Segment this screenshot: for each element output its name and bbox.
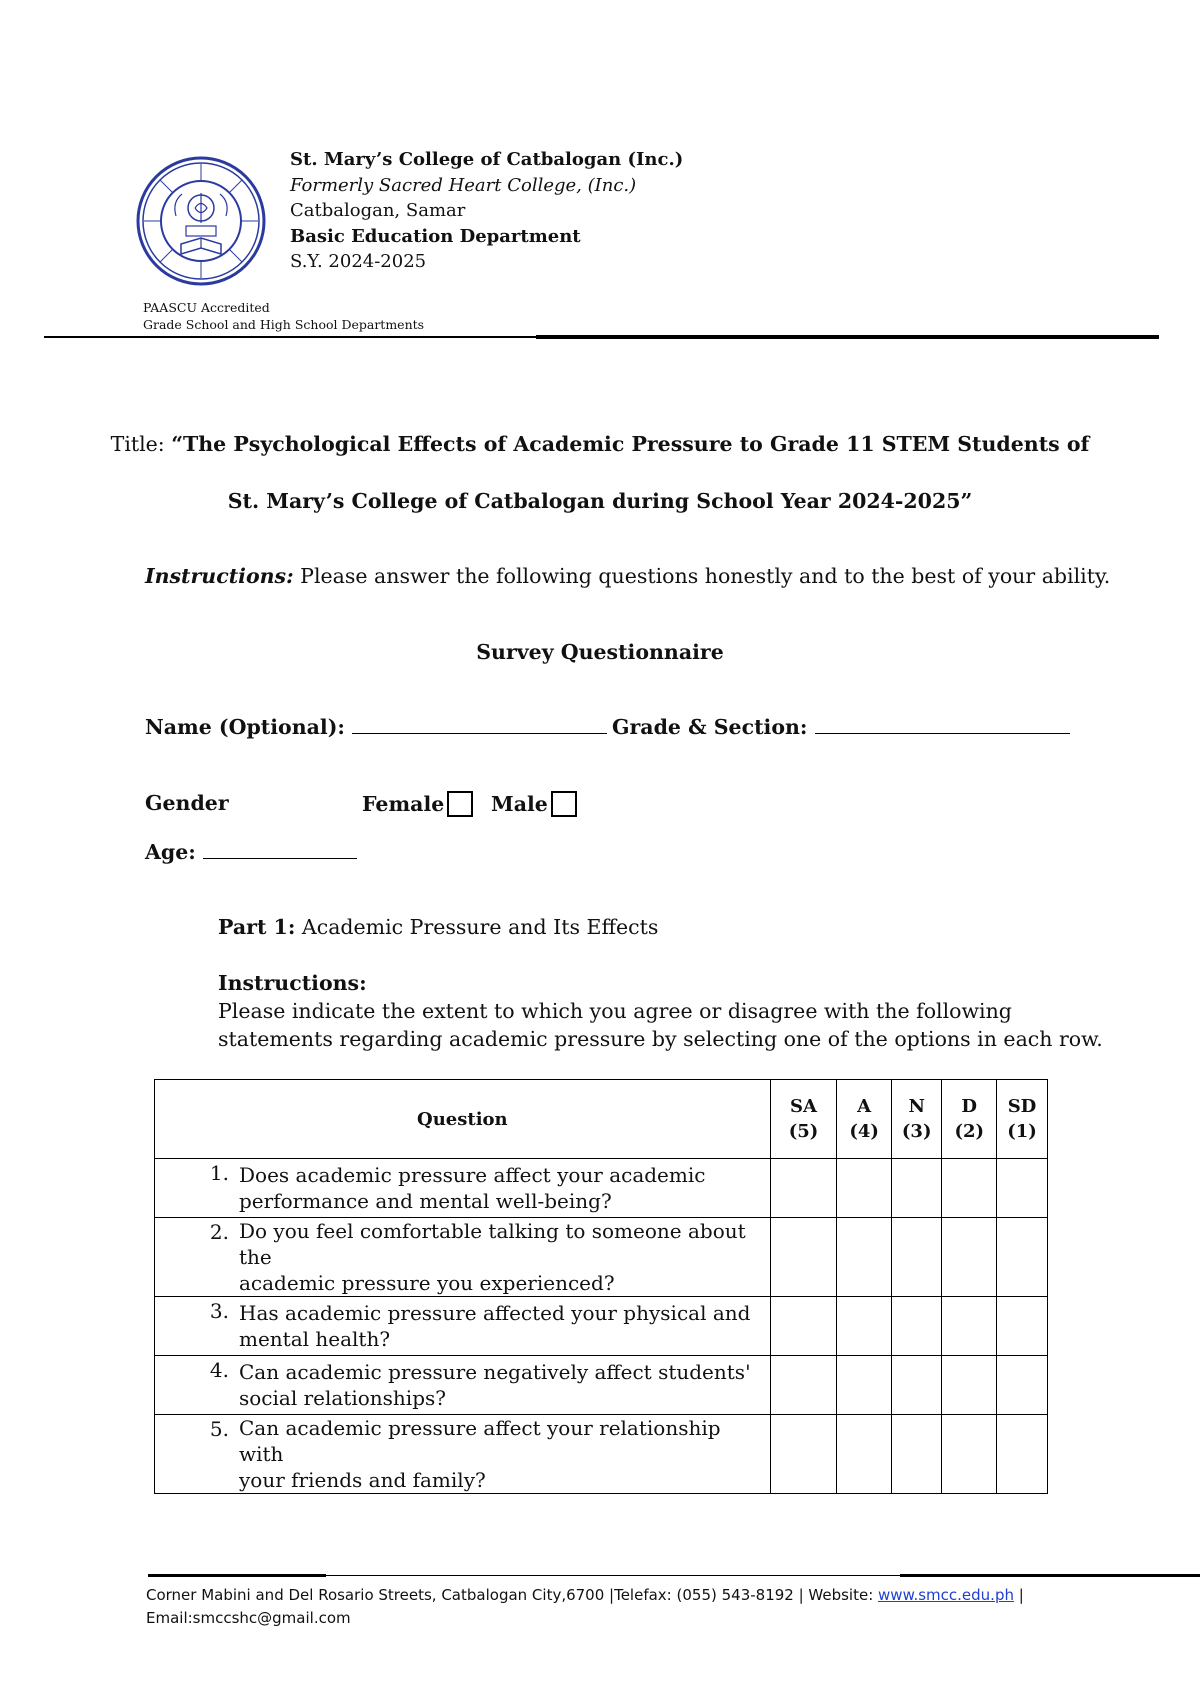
gender-label: Gender [145, 791, 229, 815]
accreditation-block [143, 299, 424, 333]
rating-cell-a[interactable] [837, 1218, 892, 1297]
question-cell: 5. Can academic pressure affect your relationship with your friends and family? [155, 1415, 771, 1494]
rating-cell-sa[interactable] [770, 1415, 837, 1494]
question-cell: 2. Do you feel comfortable talking to someone about the academic pressure you experienced? [155, 1218, 771, 1297]
scale-header: A (4) [837, 1080, 892, 1159]
female-checkbox[interactable] [447, 791, 473, 817]
scale-header: D (2) [942, 1080, 997, 1159]
school-seal-logo [136, 156, 266, 286]
accreditation: PAASCU Accredited [143, 300, 270, 315]
table-header-row [155, 1080, 1048, 1159]
survey-heading: Survey Questionnaire [476, 640, 724, 664]
rating-cell-sa[interactable] [770, 1218, 837, 1297]
rating-cell-a[interactable] [837, 1297, 892, 1356]
school-year: S.Y. 2024-2025 [290, 251, 427, 272]
table-row [155, 1297, 1048, 1356]
rating-cell-sa[interactable] [770, 1356, 837, 1415]
rating-cell-d[interactable] [942, 1415, 997, 1494]
part1-instructions-line1: Please indicate the extent to which you agree or disagree with the following [218, 999, 1012, 1023]
scale-header: N (3) [891, 1080, 942, 1159]
part1-instructions-line2: statements regarding academic pressure by selecting one of the options in each row. [218, 1027, 1103, 1051]
question-cell: 1. Does academic pressure affect your academic performance and mental well-being? [155, 1159, 771, 1218]
age-blank[interactable] [203, 840, 357, 859]
rating-cell-a[interactable] [837, 1415, 892, 1494]
rating-cell-n[interactable] [891, 1159, 942, 1218]
footer-email: Email:smccshc@gmail.com [146, 1609, 351, 1627]
department-name: Basic Education Department [290, 225, 581, 247]
male-checkbox[interactable] [551, 791, 577, 817]
age-field[interactable]: Age: [145, 840, 357, 864]
rating-cell-n[interactable] [891, 1218, 942, 1297]
rating-cell-sa[interactable] [770, 1297, 837, 1356]
footer-contact: Corner Mabini and Del Rosario Streets, Catbalogan City,6700 |Telefax: (055) 543-8192 | Website: www.smcc.edu.ph | Email:smccshc@gmail.com [146, 1584, 1024, 1630]
male-option[interactable]: Male [491, 791, 577, 817]
part1-instructions-label: Instructions: [218, 971, 367, 995]
school-location: Catbalogan, Samar [290, 200, 466, 221]
grade-section-field[interactable]: Grade & Section: [612, 715, 1070, 739]
rating-cell-n[interactable] [891, 1415, 942, 1494]
footer-divider-thick-right [900, 1574, 1200, 1577]
name-blank[interactable] [352, 715, 607, 734]
rating-cell-sd[interactable] [997, 1415, 1048, 1494]
school-name: St. Mary’s College of Catbalogan (Inc.) [290, 149, 684, 170]
part1-heading: Part 1: Academic Pressure and Its Effects [218, 915, 659, 939]
likert-table [154, 1079, 1048, 1494]
rating-cell-sd[interactable] [997, 1297, 1048, 1356]
rating-cell-sd[interactable] [997, 1159, 1048, 1218]
rating-cell-a[interactable] [837, 1159, 892, 1218]
table-row [155, 1159, 1048, 1218]
table-row [155, 1356, 1048, 1415]
scale-header: SA (5) [770, 1080, 837, 1159]
rating-cell-d[interactable] [942, 1218, 997, 1297]
table-row [155, 1218, 1048, 1297]
research-title-line2: St. Mary’s College of Catbalogan during School Year 2024-2025” [227, 489, 973, 513]
rating-cell-sd[interactable] [997, 1218, 1048, 1297]
rating-cell-a[interactable] [837, 1356, 892, 1415]
question-header: Question [155, 1080, 771, 1159]
table-row [155, 1415, 1048, 1494]
general-instructions: Instructions: Please answer the following questions honestly and to the best of your ability. [145, 564, 1111, 588]
female-option[interactable]: Female [362, 791, 473, 817]
former-name: Formerly Sacred Heart College, (Inc.) [290, 174, 637, 196]
footer-divider-thick-left [148, 1574, 326, 1577]
rating-cell-d[interactable] [942, 1159, 997, 1218]
rating-cell-d[interactable] [942, 1356, 997, 1415]
question-cell: 4. Can academic pressure negatively affect students' social relationships? [155, 1356, 771, 1415]
rating-cell-sa[interactable] [770, 1159, 837, 1218]
rating-cell-d[interactable] [942, 1297, 997, 1356]
scale-header: SD (1) [997, 1080, 1048, 1159]
school-header [290, 147, 683, 275]
grade-section-blank[interactable] [815, 715, 1070, 734]
accredited-departments: Grade School and High School Departments [143, 317, 425, 332]
website-link[interactable]: www.smcc.edu.ph [878, 1586, 1014, 1604]
name-field[interactable]: Name (Optional): [145, 715, 607, 739]
research-title-line1: Title: “The Psychological Effects of Academic Pressure to Grade 11 STEM Students of [110, 432, 1090, 456]
question-cell: 3. Has academic pressure affected your physical and mental health? [155, 1297, 771, 1356]
rating-cell-sd[interactable] [997, 1356, 1048, 1415]
header-divider-thick [536, 335, 1159, 339]
rating-cell-n[interactable] [891, 1356, 942, 1415]
rating-cell-n[interactable] [891, 1297, 942, 1356]
